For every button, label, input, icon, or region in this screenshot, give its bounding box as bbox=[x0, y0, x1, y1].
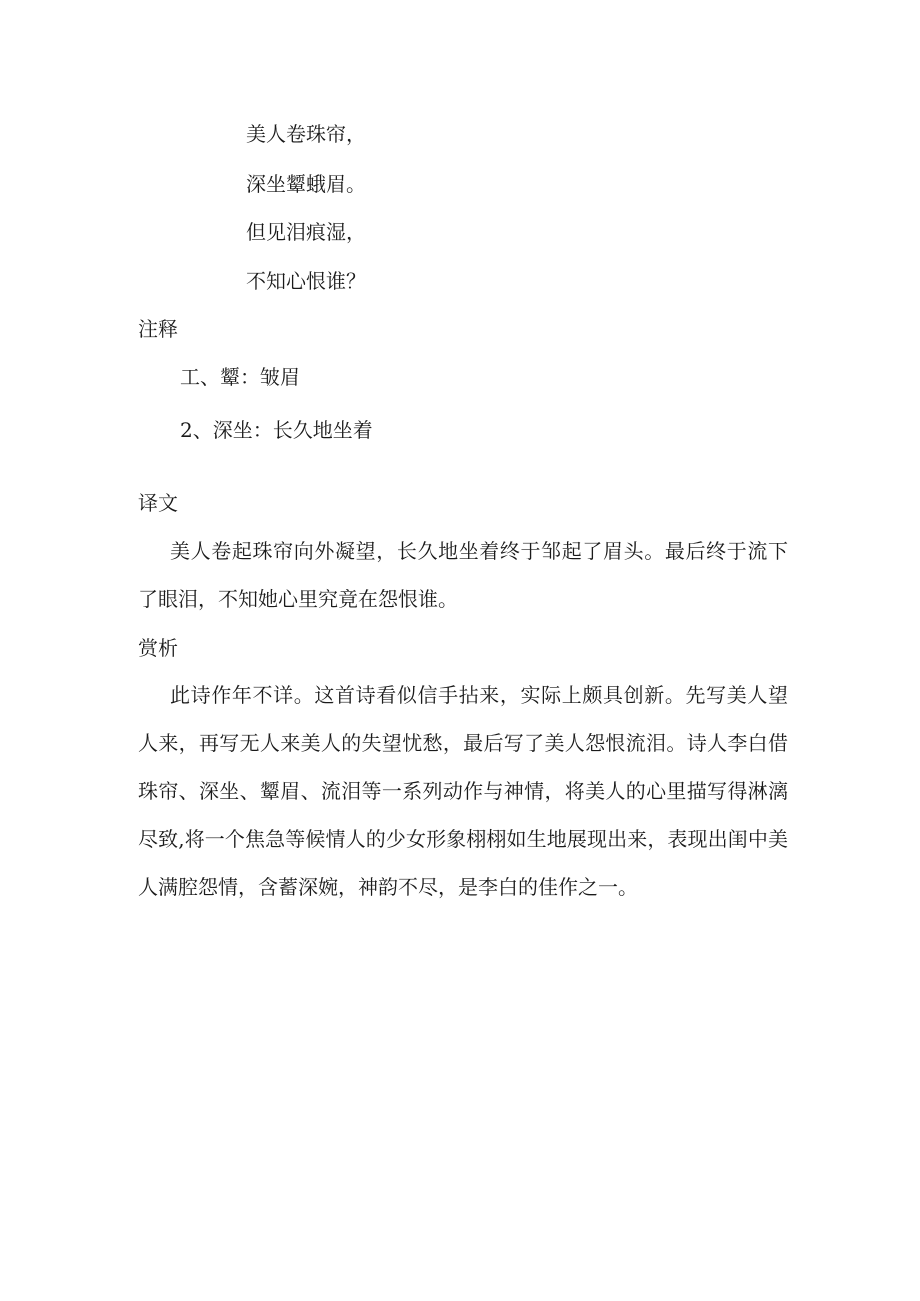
translation-heading: 译文 bbox=[138, 491, 178, 515]
poem-line: 美人卷珠帘， bbox=[246, 122, 366, 146]
appreciation-heading: 赏析 bbox=[138, 636, 178, 660]
appreciation-body: 此诗作年不详。这首诗看似信手拈来，实际上颇具创新。先写美人望人来，再写无人来美人的失望忧愁，最后写了美人怨恨流泪。诗人李白借珠帘、深坐、颦眉、流泪等一系列动作与神情，将美人的心里描写得淋漓尽致,将一个焦急等候情人的少女形象栩栩如生地展现出来，表现出闺中美人满腔怨情，含蓄深婉，神韵不尽，是李白的佳作之一。 bbox=[138, 683, 788, 899]
poem-line: 深坐颦蛾眉。 bbox=[246, 172, 366, 196]
translation-body: 美人卷起珠帘向外凝望，长久地坐着终于邹起了眉头。最后终于流下了眼泪，不知她心里究竟在怨恨谁。 bbox=[138, 539, 788, 611]
poem-line: 但见泪痕湿， bbox=[246, 220, 366, 244]
note-item: 2、深坐：长久地坐着 bbox=[180, 418, 373, 442]
note-item: 工、颦：皱眉 bbox=[180, 365, 300, 389]
notes-heading: 注释 bbox=[138, 317, 178, 341]
poem-line: 不知心恨谁？ bbox=[246, 269, 366, 293]
